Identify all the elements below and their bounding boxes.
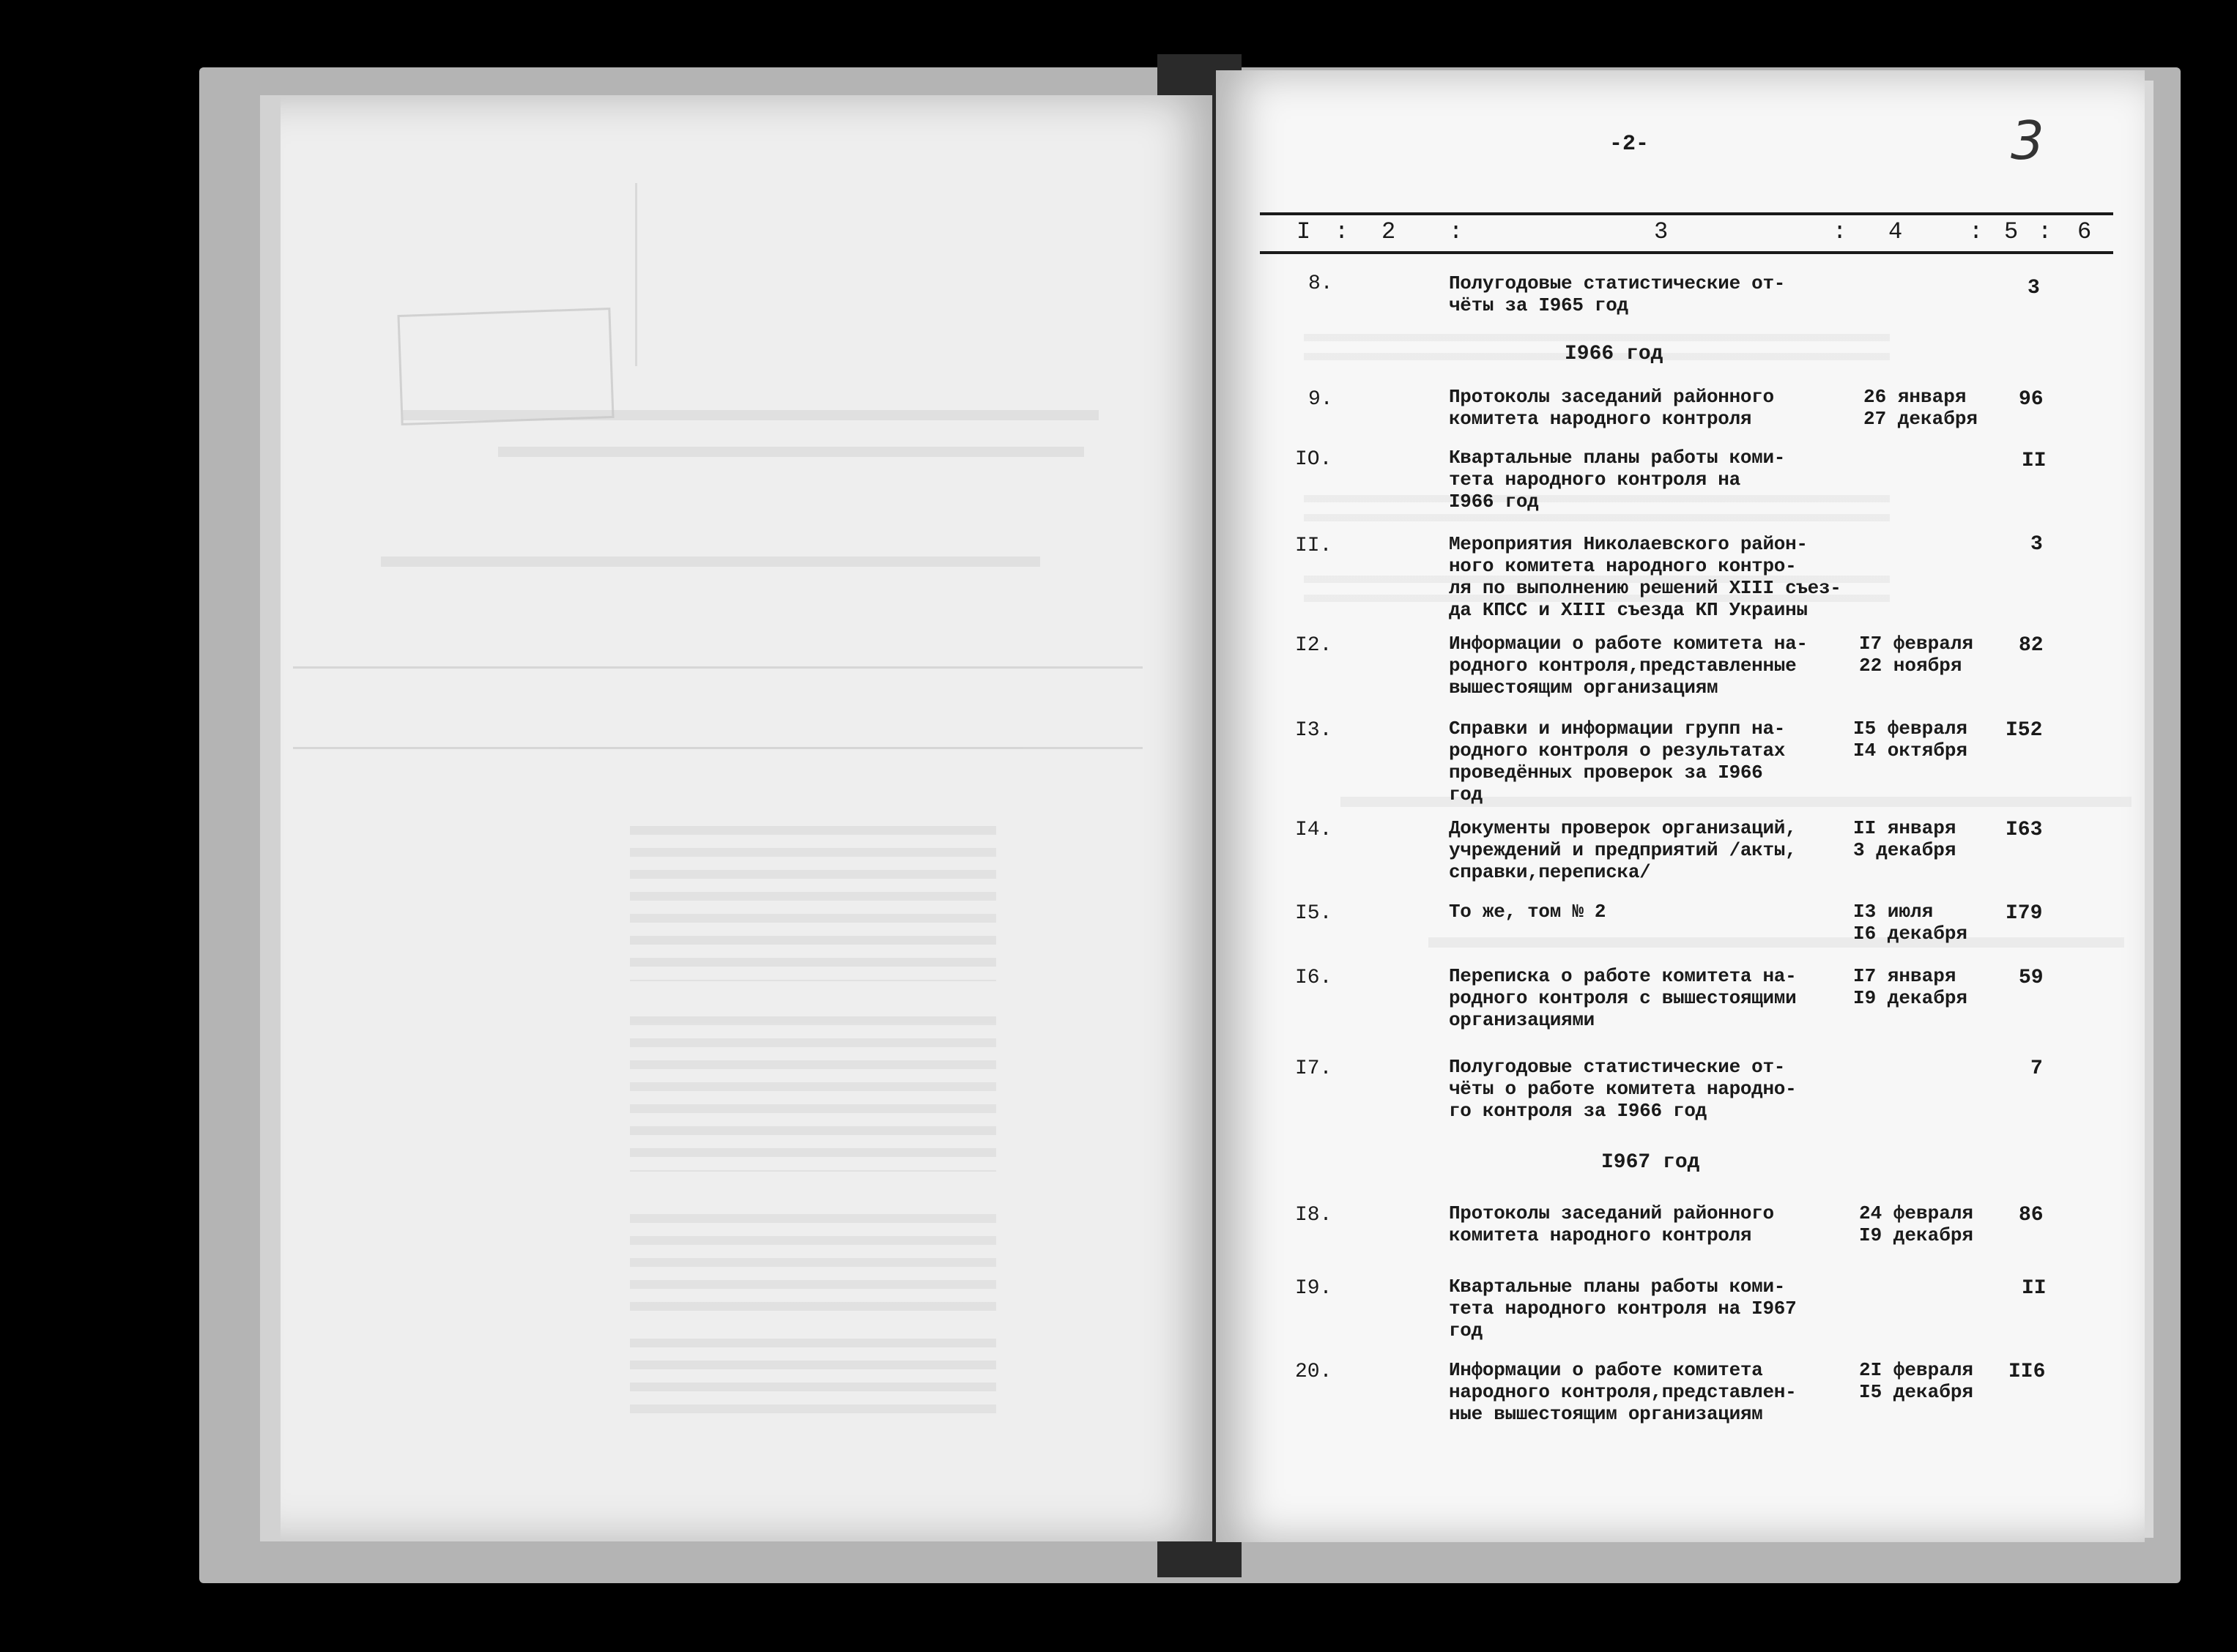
entry-count: II	[2022, 450, 2047, 472]
col-6-label: 6	[2077, 218, 2092, 245]
entry-title: Мероприятия Николаевского район- ного комитета народного контро- ля по выполнению решений XIII съез- да КПСС и XIII съезда КП Украины	[1449, 533, 1841, 621]
entry-dates: 2I февраля I5 декабря	[1859, 1359, 1974, 1403]
entry-number: II.	[1295, 535, 1332, 557]
col-4-label: 4	[1888, 218, 1903, 245]
header-bottom-rule	[1260, 251, 2113, 254]
entry-title: Справки и информации групп на- родного контроля о результатах проведённых проверок за I966 год	[1449, 718, 1786, 805]
entry-title: Полугодовые статистические от- чёты о работе комитета народно- го контроля за I966 год	[1449, 1056, 1797, 1122]
entry-dates: 24 февраля I9 декабря	[1859, 1202, 1974, 1246]
left-page-edge	[260, 95, 281, 1541]
entry-number: I8.	[1295, 1204, 1332, 1227]
entry-count: II	[2022, 1277, 2047, 1300]
folio-number: 3	[2011, 110, 2044, 171]
col-sep: :	[1335, 218, 1349, 245]
entry-dates: I5 февраля I4 октября	[1853, 718, 1968, 762]
entry-title: Документы проверок организаций, учреждений и предприятий /акты, справки,переписка/	[1449, 817, 1797, 883]
col-3-label: 3	[1654, 218, 1669, 245]
entry-count: I52	[2006, 719, 2043, 742]
right-page-edge	[2145, 81, 2153, 1538]
col-sep: :	[1833, 218, 1847, 245]
year-heading: I966 год	[1565, 343, 1663, 365]
entry-number: I9.	[1295, 1277, 1332, 1300]
entry-count: 3	[2030, 533, 2043, 556]
col-5-label: 5	[2004, 218, 2019, 245]
entry-dates: II января 3 декабря	[1853, 817, 1956, 861]
entry-number: I6.	[1295, 967, 1332, 989]
entry-number: 20.	[1295, 1361, 1332, 1383]
entry-number: I7.	[1295, 1057, 1332, 1080]
entry-count: 96	[2019, 388, 2044, 411]
entry-title: Протоколы заседаний районного комитета народного контроля	[1449, 1202, 1774, 1246]
header-top-rule	[1260, 212, 2113, 215]
entry-number: I4.	[1295, 819, 1332, 841]
entry-dates: I3 июля I6 декабря	[1853, 901, 1968, 945]
entry-count: 7	[2030, 1057, 2043, 1080]
entry-number: 9.	[1308, 388, 1333, 411]
entry-dates: I7 января I9 декабря	[1853, 965, 1968, 1009]
entry-title: Полугодовые статистические от- чёты за I965 год	[1449, 272, 1786, 316]
entry-title: Переписка о работе комитета на- родного контроля с вышестоящими организациями	[1449, 965, 1797, 1031]
entry-dates: 26 января 27 декабря	[1863, 386, 1978, 430]
entry-number: IO.	[1295, 448, 1332, 471]
col-sep: :	[1449, 218, 1463, 245]
entry-number: I5.	[1295, 902, 1332, 925]
entry-title: Квартальные планы работы коми- тета народного контроля на I967 год	[1449, 1276, 1797, 1342]
entry-count: 86	[2019, 1204, 2044, 1227]
entry-count: 3	[2028, 277, 2040, 299]
entry-count: 82	[2019, 634, 2044, 657]
archive-stamp-bleed	[397, 308, 614, 425]
entry-count: II6	[2008, 1361, 2046, 1383]
col-sep: :	[2038, 218, 2052, 245]
col-sep: :	[1969, 218, 1984, 245]
entry-number: 8.	[1308, 272, 1333, 295]
entry-title: Информации о работе комитета на- родного контроля,представленные вышестоящим организациям	[1449, 633, 1808, 699]
entry-count: I79	[2006, 902, 2043, 925]
entry-number: I2.	[1295, 634, 1332, 657]
entry-title: Протоколы заседаний районного комитета народного контроля	[1449, 386, 1774, 430]
entry-count: 59	[2019, 967, 2044, 989]
entry-dates: I7 февраля 22 ноября	[1859, 633, 1974, 677]
entry-title: Информации о работе комитета народного контроля,представлен- ные вышестоящим организациям	[1449, 1359, 1797, 1425]
entry-count: I63	[2006, 819, 2043, 841]
page-number: -2-	[1609, 132, 1650, 157]
entry-title: Квартальные планы работы коми- тета народного контроля на I966 год	[1449, 447, 1786, 513]
year-heading: I967 год	[1601, 1151, 1700, 1174]
entry-title: То же, том № 2	[1449, 901, 1606, 923]
col-2-label: 2	[1381, 218, 1396, 245]
entry-number: I3.	[1295, 719, 1332, 742]
col-1-label: I	[1296, 218, 1311, 245]
